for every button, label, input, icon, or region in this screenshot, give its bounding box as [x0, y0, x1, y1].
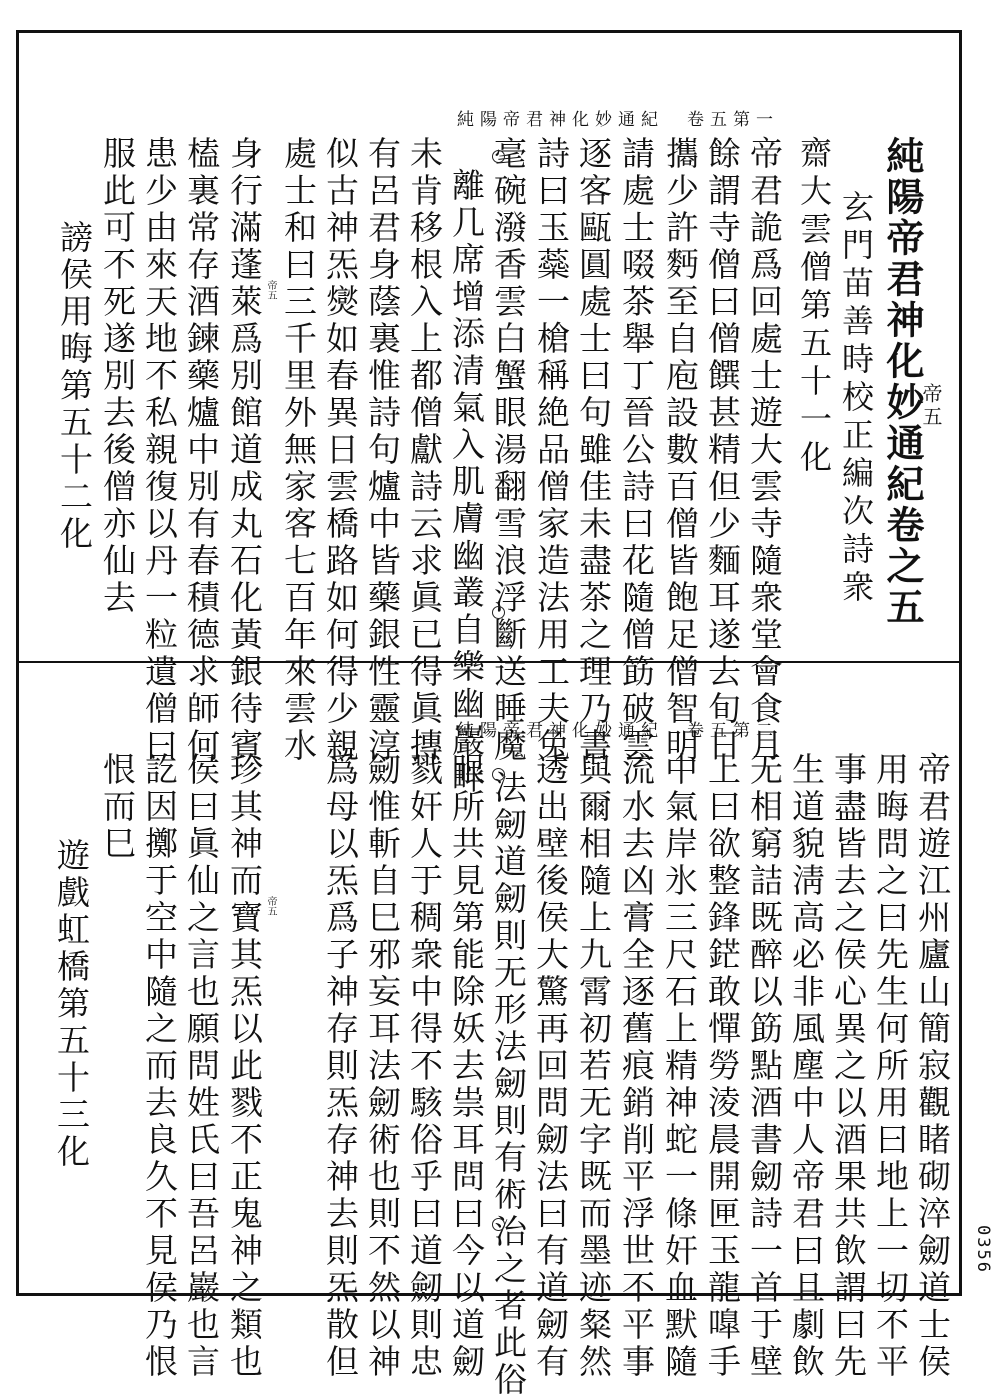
top-col-5: 攜少許麪至自庖設數百僧皆飽足僧智明: [661, 136, 700, 765]
bottom-col-16: 珍其神而寶其炁以此戮不正鬼神之類也: [225, 752, 264, 1381]
bottom-col-4: 生道貌淸高必非風塵中人帝君曰且劇飲: [787, 752, 826, 1381]
bottom-col-7: 中氣岸氷三尺石上精神蛇一條奸血默隨: [660, 752, 699, 1381]
top-col-12: 有呂君身蔭裏惟詩句爐中皆藥銀性靈淳: [363, 136, 402, 765]
top-col-16: 榼裏常存酒鍊藥爐中別有春積德求師何: [182, 136, 221, 765]
top-circle-mark-1: [492, 150, 505, 163]
top-col-19: 謗侯用晦第五十二化: [55, 220, 94, 553]
top-col-editor: 玄門苗善時校正編次詩衆: [837, 190, 875, 608]
top-col-11: 未肯移根入上都僧獻詩云求眞已得眞摶: [405, 136, 444, 765]
top-col-8: 詩曰玉蘂一槍稱絶品僧家造法用工夫兔: [532, 136, 571, 765]
top-col-6: 請處士啜茶舉丁晉公詩曰花隨僧筯破雲: [617, 136, 656, 765]
top-col-9: 毫碗潑香雲白蟹眼湯翻雪浪浮斷送睡魔: [489, 136, 528, 765]
top-col-18: 服此可不死遂別去後僧亦仙去: [98, 136, 137, 617]
top-center-mark: 帝五: [265, 280, 276, 300]
top-col-14: 處士和曰三千里外無家客七百年來雲水: [279, 136, 318, 765]
bottom-col-11: 法劒道劒則无形法劒則有術治之者此俗: [489, 770, 528, 1399]
bottom-circle-mark-1: [492, 768, 505, 781]
bottom-col-13: 戮奸人于稠衆中得不駭俗乎曰道劒則忠: [405, 752, 444, 1381]
bottom-col-14: 劒惟斬自巳邪妄耳法劒術也則不然以神: [363, 752, 402, 1381]
bottom-page-header: 純陽帝君神化妙通紀 卷五第二: [457, 721, 779, 741]
bottom-col-17: 侯曰眞仙之言也願問姓氏曰吾呂巖也言: [182, 752, 221, 1381]
bottom-col-8: 流水去凶膏全逐舊痕銷削平浮世不平事: [617, 752, 656, 1381]
bottom-col-20: 遊戲虹橋第五十三化: [52, 838, 91, 1171]
top-col-10: 離几席增添清氣入肌膚幽叢自樂幽巖畔: [447, 168, 486, 797]
top-page-tab-mark: 帝五: [919, 383, 943, 429]
top-col-15: 身行滿蓬萊爲別館道成丸石化黃銀待賓: [225, 136, 264, 765]
top-circle-mark-2: [492, 606, 505, 619]
top-col-3: 帝君詭爲回處士遊大雲寺隨衆堂會食月: [745, 136, 784, 765]
bottom-col-15: 爲母以炁爲子神存則炁存神去則炁散但: [321, 752, 360, 1381]
bottom-col-9: 與爾相隨上九霄初若无字既而墨迹粲然: [574, 752, 613, 1381]
bottom-col-19: 恨而巳: [98, 752, 137, 863]
bottom-col-12: 眼所共見第能除妖去祟耳問曰今以道劒: [447, 752, 486, 1381]
top-col-4: 餘謂寺僧曰僧饌甚精但少麵耳遂去旬日: [703, 136, 742, 765]
top-col-17: 患少由來天地不私親復以丹一粒遺僧曰: [140, 136, 179, 765]
bottom-col-10: 透出壁後侯大驚再回問劒法曰有道劒有: [531, 752, 570, 1381]
bottom-center-mark: 帝五: [265, 896, 276, 916]
top-col-13: 似古神炁爕如春異日雲橋路如何得少親: [321, 136, 360, 765]
bottom-col-2: 用晦問之曰先生何所用曰地上一切不平: [871, 752, 910, 1381]
bottom-col-6: 上曰欲整鋒鋩敢憚勞淩晨開匣玉龍嘷手: [703, 752, 742, 1381]
bottom-col-3: 事盡皆去之侯心異之以酒果共飲謂曰先: [829, 752, 868, 1381]
bottom-col-1: 帝君遊江州廬山簡寂觀睹砌淬劒道士侯: [913, 752, 952, 1381]
page-number: 0356: [973, 1225, 993, 1274]
bottom-circle-mark-2: [492, 1218, 505, 1231]
bottom-col-18: 訖因擲于空中隨之而去良久不見侯乃恨: [140, 752, 179, 1381]
bottom-col-5: 无相窮詰既醉以筯點酒書劒詩一首于壁: [745, 752, 784, 1381]
top-col-title: 純陽帝君神化妙通紀卷之五: [880, 136, 925, 628]
top-col-7: 逐客甌圓處士曰句雖佳未盡茶之理乃書: [574, 136, 613, 765]
top-page-header: 純陽帝君神化妙通紀 卷五第一: [457, 110, 779, 130]
top-col-chapter: 齋大雲僧第五十一化: [795, 136, 833, 478]
